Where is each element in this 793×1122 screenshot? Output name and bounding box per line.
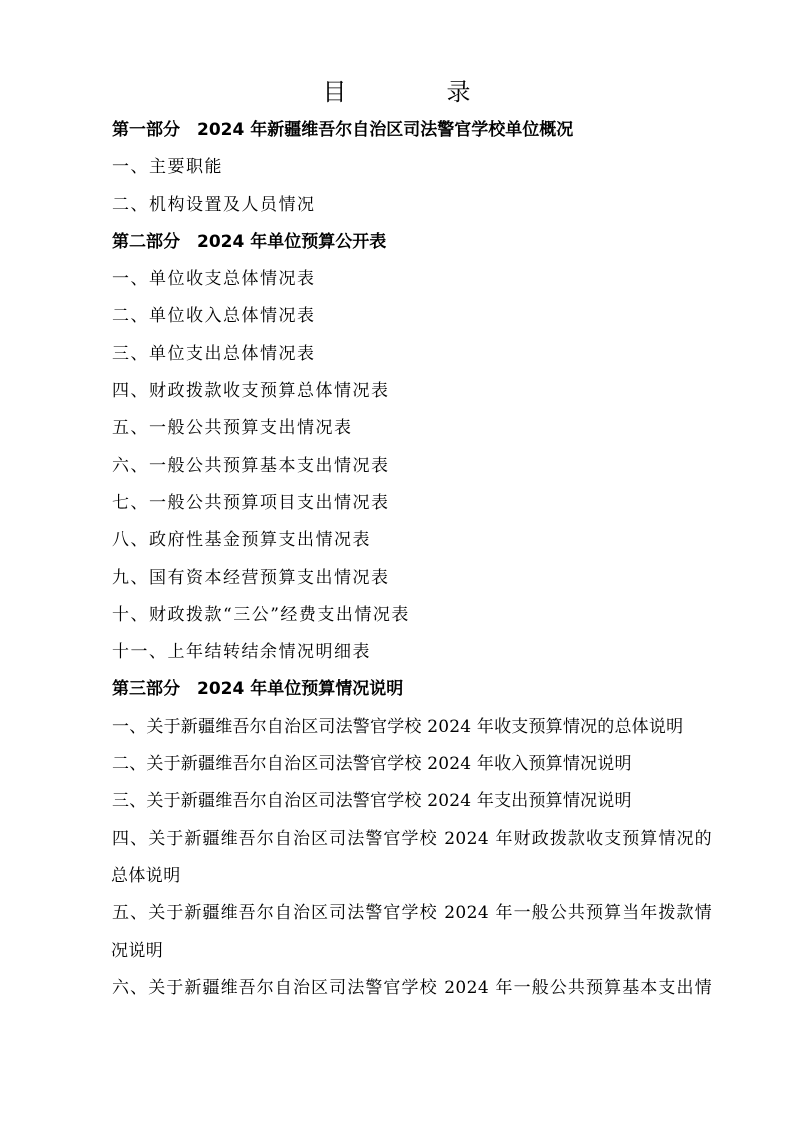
toc-item-wrapped xyxy=(112,895,712,970)
toc-item-wrapped xyxy=(112,821,712,896)
toc-item-line: 五、关于新疆维吾尔自治区司法警官学校 2024 年一般公共预算当年拨款情 xyxy=(112,903,712,924)
toc-item: 七、一般公共预算项目支出情况表 xyxy=(112,492,390,513)
page-title: 目 录 xyxy=(322,78,509,106)
toc-item: 二、关于新疆维吾尔自治区司法警官学校 2024 年收入预算情况说明 xyxy=(112,754,632,775)
toc-item: 十一、上年结转结余情况明细表 xyxy=(112,642,371,663)
toc-item: 六、一般公共预算基本支出情况表 xyxy=(112,455,390,476)
part2-heading: 第二部分 2024 年单位预算公开表 xyxy=(112,231,387,252)
toc-item: 五、一般公共预算支出情况表 xyxy=(112,418,353,439)
toc-item-wrapped xyxy=(112,970,712,1007)
table-of-contents xyxy=(112,112,712,1007)
toc-item-continuation: 总体说明 xyxy=(111,865,181,886)
toc-item: 八、政府性基金预算支出情况表 xyxy=(112,530,371,551)
toc-item: 三、单位支出总体情况表 xyxy=(112,343,316,364)
toc-item: 三、关于新疆维吾尔自治区司法警官学校 2024 年支出预算情况说明 xyxy=(112,791,632,812)
part3-heading: 第三部分 2024 年单位预算情况说明 xyxy=(112,679,404,700)
toc-item: 一、单位收支总体情况表 xyxy=(112,269,316,290)
toc-item: 一、主要职能 xyxy=(112,157,223,178)
toc-item: 二、机构设置及人员情况 xyxy=(112,194,316,215)
toc-item: 一、关于新疆维吾尔自治区司法警官学校 2024 年收支预算情况的总体说明 xyxy=(112,716,684,737)
part1-heading: 第一部分 2024 年新疆维吾尔自治区司法警官学校单位概况 xyxy=(112,120,574,140)
toc-item-continuation: 况说明 xyxy=(111,940,164,961)
toc-item-line: 六、关于新疆维吾尔自治区司法警官学校 2024 年一般公共预算基本支出情 xyxy=(112,977,712,998)
toc-item: 二、单位收入总体情况表 xyxy=(112,306,316,327)
toc-item-line: 四、关于新疆维吾尔自治区司法警官学校 2024 年财政拨款收支预算情况的 xyxy=(112,828,712,849)
toc-item: 四、财政拨款收支预算总体情况表 xyxy=(112,381,390,402)
toc-item: 九、国有资本经营预算支出情况表 xyxy=(112,567,390,588)
toc-item: 十、财政拨款“三公”经费支出情况表 xyxy=(112,604,410,625)
